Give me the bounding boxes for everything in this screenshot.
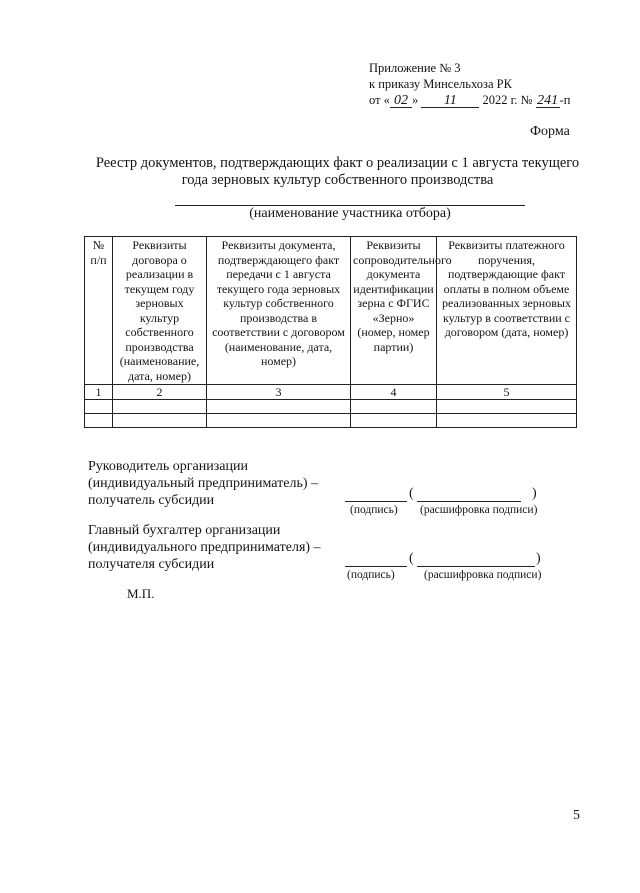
column-header: Реквизиты сопроводительного документа идентификации зерна с ФГИС «Зерно» (номер, номер партии) <box>351 237 437 385</box>
appendix-title: Приложение № 3 <box>369 61 461 75</box>
column-number: 1 <box>85 385 113 400</box>
stamp-place: М.П. <box>127 586 155 601</box>
column-header: Реквизиты договора о реализации в текущем году зерновых культур собственного производства (наименование, дата, номер) <box>113 237 207 385</box>
head-sign-caption: (подпись) <box>350 504 398 516</box>
column-number: 3 <box>207 385 351 400</box>
order-date-line: от « 02 » 11 2022 г. № 241 -п <box>369 93 571 108</box>
table-header-row <box>85 237 577 385</box>
order-day: 02 <box>390 94 412 108</box>
column-number: 4 <box>351 385 437 400</box>
document-title: Реестр документов, подтверждающих факт о реализации с 1 августа текущего года зерновых культур собственного производства <box>95 155 580 188</box>
appendix-block <box>369 60 570 108</box>
table-row <box>85 400 577 414</box>
form-label: Форма <box>530 124 570 139</box>
column-header: Реквизиты платежного поручения, подтверждающие факт оплаты в полном объеме реализованных зерновых культур в соответствии с договором (дата, номер) <box>437 237 577 385</box>
table-number-row <box>85 385 577 400</box>
accountant-decode-line <box>417 566 535 567</box>
column-header: № п/п <box>85 237 113 385</box>
accountant-decode-caption: (расшифровка подписи) <box>424 569 542 581</box>
head-signature-line <box>345 501 407 502</box>
order-year: 2022 г. № <box>482 93 533 107</box>
head-signature-label: Руководитель организации (индивидуальный предприниматель) – получатель субсидии <box>88 459 318 508</box>
participant-caption: (наименование участника отбора) <box>249 206 451 221</box>
order-month: 11 <box>421 94 479 108</box>
table-row <box>85 414 577 428</box>
registry-table <box>84 236 577 428</box>
column-header: Реквизиты документа, подтверждающего факт передачи с 1 августа текущего года зерновых культур собственного производства в соответствии с договором (наименование, дата, номер) <box>207 237 351 385</box>
head-decode-caption: (расшифровка подписи) <box>420 504 538 516</box>
page-number: 5 <box>573 808 580 823</box>
accountant-sign-caption: (подпись) <box>347 569 395 581</box>
order-reference: к приказу Минсельхоза РК <box>369 77 512 91</box>
order-number: 241 <box>537 93 559 108</box>
head-decode-line <box>417 501 521 502</box>
column-number: 5 <box>437 385 577 400</box>
accountant-signature-label: Главный бухгалтер организации (индивидуального предпринимателя) – получателя субсидии <box>88 523 321 572</box>
accountant-signature-line <box>345 566 407 567</box>
column-number: 2 <box>113 385 207 400</box>
